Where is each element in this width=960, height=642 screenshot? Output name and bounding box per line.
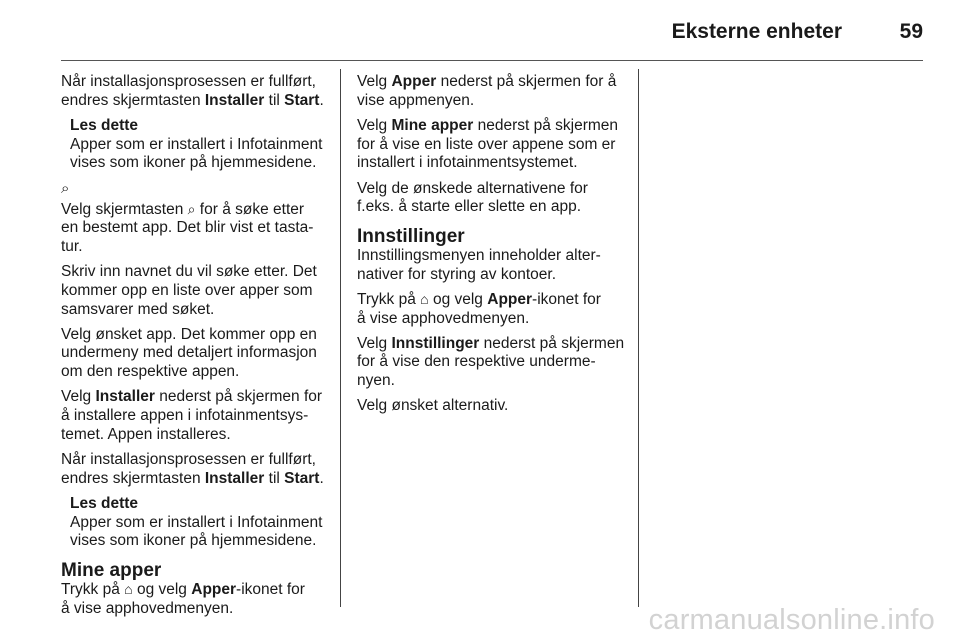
- note-box: Les dette Apper som er installert i Infotainment vises som ikoner på hjemmesidene.: [70, 117, 331, 173]
- page-title: Eksterne enheter: [671, 20, 842, 43]
- home-icon: ⌂: [420, 290, 429, 307]
- paragraph: Trykk på ⌂ og velg Apper-ikonet for å vise apphovedmenyen.: [357, 290, 601, 327]
- paragraph: Når installasjonsprosessen er fullført, endres skjermtasten Installer til Start.: [61, 450, 324, 487]
- section-heading: Innstillinger: [357, 225, 465, 247]
- paragraph: Velg Innstillinger nederst på skjermen for å vise den respektive underme- nyen.: [357, 334, 625, 390]
- paragraph: Velg skjermtasten ⌕ for å søke etter en bestemt app. Det blir vist et tasta- tur.: [61, 200, 314, 255]
- paragraph: Velg Mine apper nederst på skjermen for å vise en liste over appene som er installert i infotainmentsystemet.: [357, 116, 619, 172]
- column-divider-right: [638, 69, 639, 607]
- page-number: 59: [899, 20, 923, 43]
- paragraph: Trykk på ⌂ og velg Apper-ikonet for å vise apphovedmenyen.: [61, 580, 305, 617]
- header-rule: [61, 60, 923, 61]
- left-column: [61, 73, 331, 625]
- section-heading: Mine apper: [61, 559, 162, 581]
- paragraph: Skriv inn navnet du vil søke etter. Det kommer opp en liste over apper som samsvarer med søket.: [61, 263, 317, 318]
- paragraph: Når installasjonsprosessen er fullført, endres skjermtasten Installer til Start.: [61, 73, 324, 109]
- paragraph: Velg ønsket alternativ.: [357, 397, 509, 415]
- paragraph: Velg de ønskede alternativene for f.eks. å starte eller slette en app.: [357, 179, 588, 216]
- paragraph: Innstillingsmenyen inneholder alter- nativer for styring av kontoer.: [357, 246, 601, 283]
- paragraph: Velg Apper nederst på skjermen for å vise appmenyen.: [357, 73, 617, 109]
- note-title: Les dette: [70, 494, 139, 512]
- search-icon: ⌕: [187, 200, 196, 217]
- page-header: [0, 0, 960, 62]
- note-box: Les dette Apper som er installert i Infotainment vises som ikoner på hjemmesidene.: [70, 495, 331, 551]
- paragraph: Velg Installer nederst på skjermen for å installere appen i infotainmentsys- temet. Appen installeres.: [61, 388, 323, 443]
- search-icon: ⌕: [61, 179, 70, 197]
- watermark: carmanualsonline.info: [648, 604, 935, 636]
- middle-column: [357, 73, 630, 423]
- note-title: Les dette: [70, 116, 139, 134]
- home-icon: ⌂: [124, 580, 133, 597]
- paragraph: Velg ønsket app. Det kommer opp en undermeny med detaljert informasjon om den respektive appen.: [61, 325, 317, 381]
- column-divider-left: [340, 69, 341, 607]
